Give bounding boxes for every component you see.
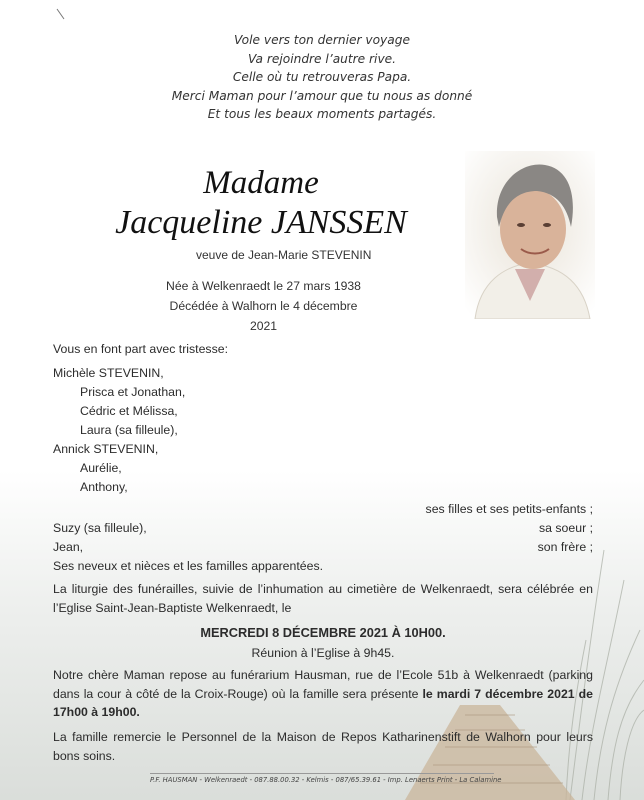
thanks: La famille remercie le Personnel de la Maison de Repos Katharinenstift de Walhorn pour leurs bons soins.	[53, 729, 593, 763]
meeting-time: Réunion à l’Eglise à 9h45.	[251, 646, 395, 661]
visitation-text: Notre chère Maman repose au funérarium Hausman, rue de l’Ecole 51b à Welkenraedt (parking dans la cour à côté de la Croix-Rouge) où la famille sera présente	[53, 668, 593, 701]
widow-of: veuve de Jean-Marie STEVENIN	[196, 248, 372, 262]
sister-relation: sa soeur ;	[539, 521, 593, 535]
brother-relation: son frère ;	[537, 540, 593, 554]
funeral-date: MERCREDI 8 DÉCEMBRE 2021 À 10H00.	[200, 625, 446, 641]
poem-line: Celle où tu retrouveras Papa.	[232, 70, 412, 85]
grandchild: Aurélie,	[80, 461, 122, 475]
daughters-note: ses filles et ses petits-enfants ;	[425, 502, 593, 516]
family-member: Annick STEVENIN,	[53, 442, 159, 456]
poem-line: Va rejoindre l’autre rive.	[247, 51, 397, 66]
poem-line: Et tous les beaux moments partagés.	[207, 107, 437, 122]
grandchild: Laura (sa filleule),	[80, 423, 178, 437]
poem-line: Vole vers ton dernier voyage	[234, 33, 410, 47]
poem	[120, 31, 524, 124]
footer: P.F. HAUSMAN - Welkenraedt - 087.88.00.32 - Kelmis - 087/65.39.61 - Imp. Lenaerts Print - La Calamine	[150, 773, 494, 784]
grandchild: Cédric et Mélissa,	[80, 404, 178, 418]
life-dates	[156, 276, 371, 336]
sister-line	[53, 519, 593, 538]
poem-line: Merci Maman pour l’amour que tu nous as donné	[171, 88, 473, 103]
intro: Vous en font part avec tristesse:	[53, 342, 228, 356]
birth-line: Née à Welkenraedt le 27 mars 1938	[166, 279, 361, 293]
brother-name: Jean,	[53, 540, 84, 554]
visitation	[53, 666, 593, 722]
deceased-name: Jacqueline JANSSEN	[115, 204, 407, 241]
honorific: Madame	[203, 165, 319, 201]
grandchild: Prisca et Jonathan,	[80, 385, 186, 399]
family-member: Michèle STEVENIN,	[53, 366, 164, 380]
brother-line	[53, 538, 593, 557]
visitation-time: le mardi 7 décembre 2021 de 17h00 à 19h00.	[53, 686, 594, 720]
portrait-photo	[465, 151, 595, 319]
death-line: Décédée à Walhorn le 4 décembre 2021	[169, 299, 358, 333]
notice-body	[53, 340, 593, 765]
grandchild: Anthony,	[80, 480, 128, 494]
deceased-title-block	[96, 163, 426, 243]
corner-mark-icon	[56, 8, 66, 20]
relatives: Ses neveux et nièces et les familles apparentées.	[53, 559, 324, 573]
sister-name: Suzy (sa filleule),	[53, 521, 147, 535]
liturgy: La liturgie des funérailles, suivie de l’inhumation au cimetière de Welkenraedt, sera célébrée en l’Eglise Saint-Jean-Baptiste Welkenraedt, le	[53, 582, 593, 615]
